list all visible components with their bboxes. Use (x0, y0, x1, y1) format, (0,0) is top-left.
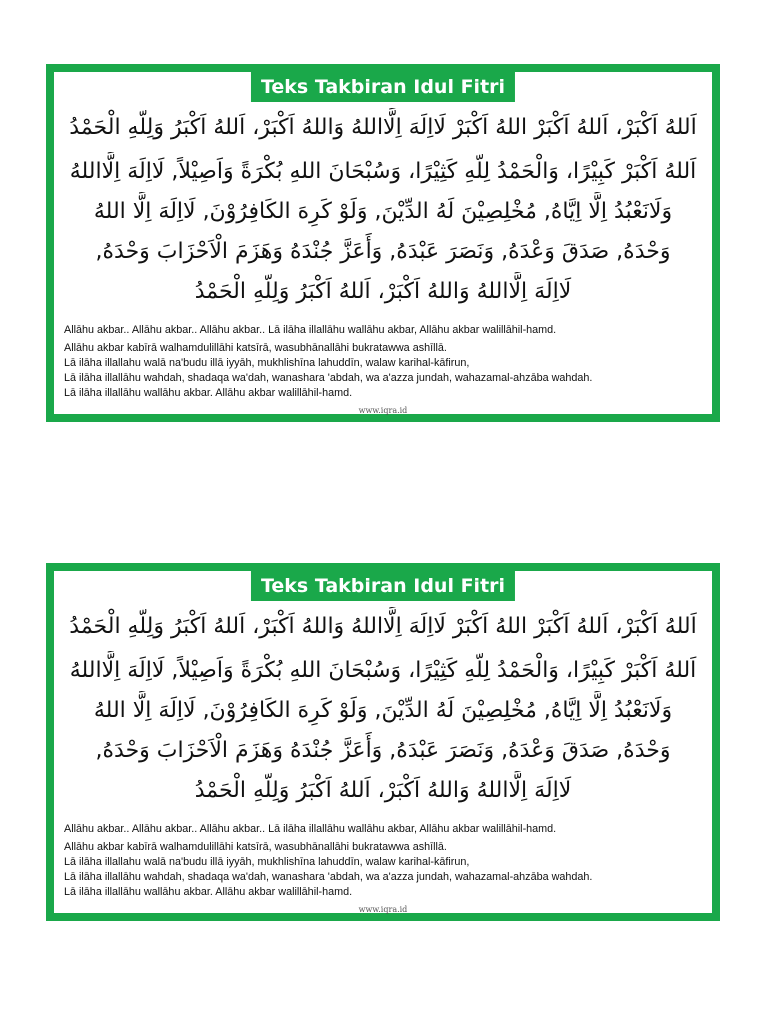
arabic-text-block (66, 607, 700, 811)
latin-transliteration-block (64, 822, 702, 900)
card-title: Teks Takbiran Idul Fitri (251, 571, 515, 601)
footer-watermark: www.iqra.id (358, 406, 408, 415)
latin-line-3: Lā ilāha illallahu walā na'budu illā iyyāh, mukhlishīna lahuddīn, walaw karihal-kāfirun, (64, 357, 470, 369)
latin-line-4: Lā ilāha illallāhu wahdah, shadaqa wa'dah, wanashara 'abdah, wa a'azza jundah, wahazamal-ahzāba wahdah. (64, 871, 593, 883)
latin-line-5: Lā ilāha illallāhu wallāhu akbar. Allāhu akbar walillāhil-hamd. (64, 886, 353, 898)
takbiran-card-bottom (46, 563, 720, 921)
latin-line-2: Allāhu akbar kabīrā walhamdulillāhi katsīrā, wasubhānallāhi bukratawwa ashīllā. (64, 841, 447, 853)
arabic-line-3: وَلَانَعْبُدُ اِلَّا اِيَّاهُ, مُخْلِصِيْنَ لَهُ الدِّيْنَ, وَلَوْ كَرِهَ الكَافِرُوْنَ, لَااِلَهَ اِلَّا اللهُ (93, 199, 673, 224)
arabic-line-5: لَااِلَهَ اِلَّااللهُ وَاللهُ اَكْبَرْ، اَللهُ اَكْبَرُ وَلِلّهِ الْحَمْدُ (194, 279, 572, 304)
latin-line-5: Lā ilāha illallāhu wallāhu akbar. Allāhu akbar walillāhil-hamd. (64, 387, 353, 399)
arabic-line-5: لَااِلَهَ اِلَّااللهُ وَاللهُ اَكْبَرْ، اَللهُ اَكْبَرُ وَلِلّهِ الْحَمْدُ (194, 778, 572, 803)
latin-line-2: Allāhu akbar kabīrā walhamdulillāhi katsīrā, wasubhānallāhi bukratawwa ashīllā. (64, 342, 447, 354)
card-title: Teks Takbiran Idul Fitri (251, 72, 515, 102)
arabic-line-3: وَلَانَعْبُدُ اِلَّا اِيَّاهُ, مُخْلِصِيْنَ لَهُ الدِّيْنَ, وَلَوْ كَرِهَ الكَافِرُوْنَ, لَااِلَهَ اِلَّا اللهُ (93, 698, 673, 723)
arabic-line-4: وَحْدَهُ, صَدَقَ وَعْدَهُ, وَنَصَرَ عَبْدَهُ, وَأَعَزَّ جُنْدَهُ وَهَزَمَ الْاَحْزَابَ وَحْدَهُ, (95, 738, 671, 763)
arabic-line-2: اَللهُ اَكْبَرْ كَبِيْرًا، وَالْحَمْدُ لِلّهِ كَثِيْرًا، وَسُبْحَانَ اللهِ بُكْرَةً وَاَصِيْلاً, لَااِلَهَ اِلَّااللهُ (69, 159, 697, 184)
arabic-line-4: وَحْدَهُ, صَدَقَ وَعْدَهُ, وَنَصَرَ عَبْدَهُ, وَأَعَزَّ جُنْدَهُ وَهَزَمَ الْاَحْزَابَ وَحْدَهُ, (95, 239, 671, 264)
latin-line-4: Lā ilāha illallāhu wahdah, shadaqa wa'dah, wanashara 'abdah, wa a'azza jundah, wahazamal-ahzāba wahdah. (64, 372, 593, 384)
takbiran-card-top (46, 64, 720, 422)
footer-watermark: www.iqra.id (358, 905, 408, 914)
latin-line-1: Allāhu akbar.. Allāhu akbar.. Allāhu akbar.. Lā ilāha illallāhu wallāhu akbar, Allāhu akbar walillāhil-hamd. (64, 324, 557, 336)
arabic-line-1: اَللهُ اَكْبَرْ، اَللهُ اَكْبَرْ اللهُ اَكْبَرْ لَااِلَهَ اِلَّااللهُ وَاللهُ اَكْبَرْ، اَللهُ اَكْبَرُ وَلِلّهِ الْحَمْدُ (69, 614, 697, 639)
latin-line-3: Lā ilāha illallahu walā na'budu illā iyyāh, mukhlishīna lahuddīn, walaw karihal-kāfirun, (64, 856, 470, 868)
arabic-text-block (66, 108, 700, 312)
latin-line-1: Allāhu akbar.. Allāhu akbar.. Allāhu akbar.. Lā ilāha illallāhu wallāhu akbar, Allāhu akbar walillāhil-hamd. (64, 823, 557, 835)
arabic-line-2: اَللهُ اَكْبَرْ كَبِيْرًا، وَالْحَمْدُ لِلّهِ كَثِيْرًا، وَسُبْحَانَ اللهِ بُكْرَةً وَاَصِيْلاً, لَااِلَهَ اِلَّااللهُ (69, 658, 697, 683)
latin-transliteration-block (64, 323, 702, 401)
arabic-line-1: اَللهُ اَكْبَرْ، اَللهُ اَكْبَرْ اللهُ اَكْبَرْ لَااِلَهَ اِلَّااللهُ وَاللهُ اَكْبَرْ، اَللهُ اَكْبَرُ وَلِلّهِ الْحَمْدُ (69, 115, 697, 140)
